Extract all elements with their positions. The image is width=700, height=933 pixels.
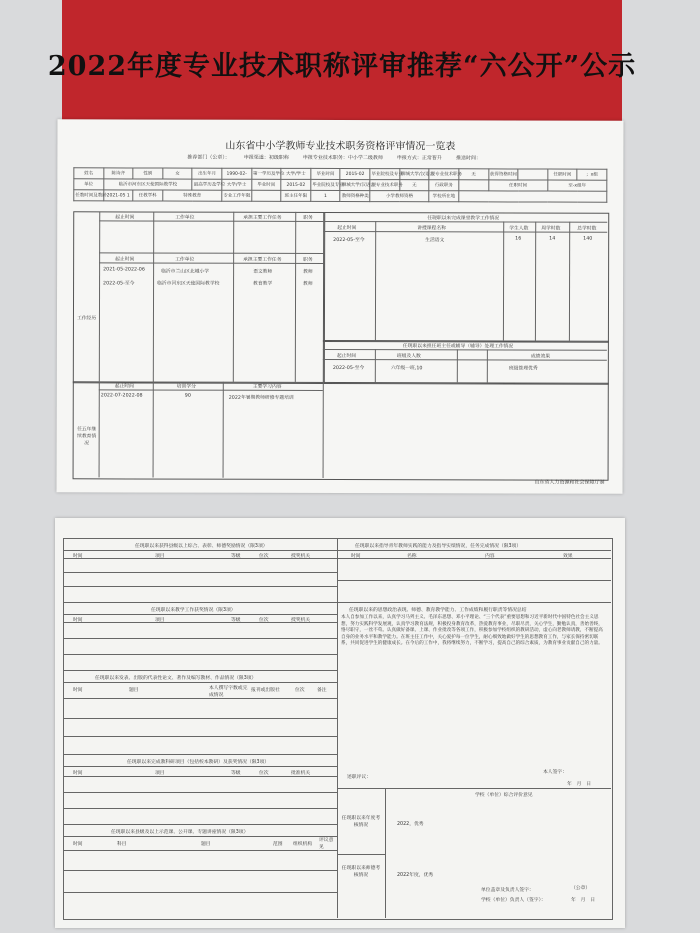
work-history-section [73, 211, 325, 384]
training-cell: 2022-07-2022-08 [100, 393, 143, 399]
awards-header: 授奖机关 [291, 554, 311, 559]
info-cell: 获得资格时间 [488, 169, 518, 180]
research-header: 等级 [231, 771, 241, 776]
lecture-header: 科目 [117, 842, 127, 847]
teaching-cell: 16 [515, 236, 522, 242]
info-cell: 行政职务 [429, 180, 459, 191]
prev-work-header: 承担主要工作任务 [243, 215, 282, 221]
divider [337, 550, 611, 551]
training-header: 起止时间 [114, 384, 134, 390]
info-cell: 2021-05 1 [103, 190, 133, 201]
divider [63, 754, 337, 755]
divider [63, 850, 337, 851]
guidance-title: 任现职以来指导青年教师实践的能力及指导实绩情况，任务完成情况（限3项） [355, 544, 522, 549]
info-cell: 学校所在地 [429, 191, 459, 202]
evaluation-form-back-sheet [55, 518, 625, 928]
divider [63, 892, 337, 893]
info-cell: 小学教师资格 [370, 191, 429, 202]
school-sign-label: 学校（单位）负责人（签字）： [481, 898, 546, 903]
divider [375, 349, 376, 382]
info-cell: 现专业技术职务 [370, 180, 400, 191]
meta-channel: 申报渠道：初级职称 [243, 154, 289, 161]
info-cell: 最高学历及学位 [192, 179, 222, 190]
evaluation-sign: 本人签字： [543, 770, 567, 775]
teach-award-header: 项目 [155, 618, 165, 623]
info-cell: 无 [459, 169, 489, 180]
head-teacher-cell: 六年级一班,10 [390, 366, 423, 372]
title-banner [47, 0, 637, 122]
center-divider [337, 538, 338, 918]
divider [457, 349, 458, 382]
evaluation-title: 任现职以来的思想政治表现、师德、教育教学能力、工作成绩和履行职责等情况总结 [349, 608, 527, 613]
info-cell: 2015-02 [340, 169, 370, 180]
awards-header: 位次 [259, 554, 269, 559]
divider [63, 736, 337, 737]
teaching-header: 起止时间 [337, 225, 357, 232]
prev-work-header: 职务 [303, 215, 313, 221]
training-header: 培训学分 [176, 384, 196, 390]
research-header: 批准机关 [291, 771, 311, 776]
lecture-header: 题目 [201, 842, 211, 847]
divider [63, 638, 337, 639]
prev-work-header: 工作单位 [175, 215, 195, 221]
publication-header: 备注 [317, 688, 327, 693]
divider [63, 572, 337, 573]
work-history-label: 工作经历 [76, 316, 97, 322]
info-cell [518, 169, 548, 180]
work-row-time: 2022-05-至今 [103, 281, 135, 287]
lecture-header: 评议意见 [319, 838, 334, 850]
divider [63, 602, 337, 603]
unit-sign-label: 单位盖章及负责人签字： [481, 888, 534, 893]
teach-award-header: 等级 [231, 618, 241, 623]
divider [63, 808, 337, 809]
info-cell: 2015-02 [281, 179, 311, 190]
publication-header: 报刊或出版社 [251, 688, 280, 693]
teach-award-header: 时间 [73, 618, 83, 623]
personal-info-table [73, 167, 607, 202]
publication-title: 任现职以来发表、出版的代表性论文、著作及编写教材、作品情况（限3项） [95, 676, 257, 681]
awards-header: 等级 [231, 554, 241, 559]
lecture-header: 范围 [273, 842, 283, 847]
work-row-role: 教师 [303, 269, 313, 275]
info-cell: 无 [400, 180, 430, 191]
research-header: 项目 [155, 771, 165, 776]
ethics-assessment-value: 2022年度，优秀 [397, 873, 434, 878]
current-work-header: 职务 [303, 257, 313, 263]
info-cell: 1990-02- [222, 168, 252, 179]
info-cell: 大学/学士 [222, 179, 252, 190]
info-cell: 毕业时间 [251, 179, 281, 190]
assessment-label: 任现职以来年度考核情况 [341, 816, 381, 828]
teaching-header: 讲授课程名称 [417, 226, 447, 232]
teaching-header: 周学时数 [541, 226, 561, 232]
teach-award-header: 位次 [259, 618, 269, 623]
teaching-cell: 生活语文 [425, 238, 445, 244]
sign-date: 年 月 日 [571, 898, 595, 903]
info-cell: 女 [163, 168, 193, 179]
awards-title: 任现职以来获得县级以上综合、表彰、师德奖励情况（限3项） [135, 544, 268, 549]
divider [63, 550, 337, 551]
research-header: 时间 [73, 771, 83, 776]
info-cell: 1 [311, 190, 341, 201]
publication-header: 位次 [295, 688, 305, 693]
form-footer: 山东省人力资源和社会保障厅制 [534, 479, 605, 486]
meta-method: 申报方式：正常晋升 [396, 155, 442, 162]
head-teacher-heading: 任现职以来担任班主任或辅导（辅导）处理工作情况 [402, 344, 514, 350]
divider [63, 870, 337, 871]
teach-award-header: 授奖机关 [291, 618, 311, 623]
info-cell: 至-x组年 [548, 180, 607, 191]
divider [63, 776, 337, 777]
seal-label: （公章） [571, 886, 591, 891]
head-teacher-cell: 2022-05-至今 [332, 365, 365, 372]
divider [487, 349, 488, 382]
publication-header: 题目 [129, 688, 139, 693]
form-meta [187, 154, 481, 162]
info-cell [251, 190, 281, 201]
work-row-unit: 临沂市兰山区北城小学 [161, 269, 210, 275]
info-cell: 出生年月 [192, 168, 222, 179]
divider [337, 602, 611, 603]
divider [337, 558, 611, 559]
divider [385, 788, 386, 918]
info-cell: 现专业技术职务 [429, 169, 459, 180]
form-title: 山东省中小学教师专业技术职务资格评审情况一览表 [225, 140, 456, 153]
current-work-header: 承担主要工作任务 [243, 257, 282, 263]
divider [63, 718, 337, 719]
info-cell: 任教学科 [133, 190, 163, 201]
head-teacher-header: 班级及人数 [396, 354, 421, 360]
info-cell: 大学/学士 [281, 168, 311, 179]
guidance-header: 时间 [351, 554, 361, 559]
evaluation-date: 年 月 日 [567, 782, 591, 787]
current-work-header: 工作单位 [175, 257, 195, 263]
divider [63, 670, 337, 671]
publication-header: 时间 [73, 688, 83, 693]
info-cell: ；x组 [577, 169, 607, 180]
head-teacher-cell: 班级管理优秀 [508, 366, 538, 372]
research-title: 任现职以来完成教科研项目（包括校本教研）及获奖情况（限3项） [127, 760, 270, 765]
head-teacher-header: 起止时间 [336, 353, 357, 360]
divider [63, 766, 337, 767]
info-row [74, 190, 607, 202]
info-cell: 毕业院校及专业 [311, 179, 341, 190]
info-cell: 聊城大学/汉语言 [400, 169, 430, 180]
teaching-heading: 任现职以来完成课堂教学工作情况 [427, 216, 500, 222]
info-cell: 任教时间及教龄 [74, 190, 104, 201]
meta-dept: 推荐部门（公章）： [187, 154, 230, 161]
evaluation-form-sheet [57, 119, 624, 493]
divider [63, 622, 337, 623]
training-cell: 90 [184, 393, 191, 399]
info-cell: 姓名 [74, 168, 104, 179]
info-cell: 教师资格种类 [340, 191, 370, 202]
teaching-header: 总学时数 [577, 226, 597, 232]
lecture-header: 组织机构 [293, 842, 313, 847]
divider [337, 580, 611, 581]
info-cell: 专业工作年限 [222, 190, 252, 201]
guidance-header: 名称 [407, 554, 417, 559]
divider [63, 824, 337, 825]
evaluation-text: 本人自参加工作以来，认真学习马列主义、毛泽东思想、邓小平理论、“三个代表”重要思想和习近平新时代中国特色社会主义思想，努力实践科学发展观，认真学习教育法规，积极投身教育改革，热爱教育事业，尽职尽责，关心学生，勤勉认真，善始善终，恪尽职守，一丝不苟。认真做好备课、上课、作业批改等各项工作，积极参加学校组织的教研活动，虚心向老教师请教，不断提高自身的业务水平和教学能力。在班主任工作中，关心爱护每一位学生，耐心细致地做好学生的思想教育工作，与家长保持密切联系，共同促进学生的健康成长。在今后的工作中，我将继续努力，不断学习，提高自己的综合素质，为教育事业贡献自己的力量。 [341, 615, 603, 646]
info-cell: 单位 [74, 179, 104, 190]
work-row-task: 教育教学 [253, 281, 273, 287]
divider [63, 586, 337, 587]
work-row-role: 教师 [303, 281, 313, 287]
divider [63, 614, 337, 615]
divider [337, 854, 385, 855]
teaching-cell: 2022-05-至今 [333, 237, 365, 244]
lecture-header: 时间 [73, 842, 83, 847]
publication-header: 本人撰写字数或完成情况 [209, 686, 248, 698]
current-work-header: 起止时间 [115, 257, 135, 263]
work-row-unit: 临沂市河东区天使国际教学校 [157, 281, 220, 287]
ethics-assessment-label: 任现职以来师德考核情况 [341, 866, 381, 878]
banner-title: 2022年度专业技术职称评审推荐“六公开”公示 [47, 50, 637, 82]
head-teacher-header: 成绩效果 [530, 354, 551, 360]
info-cell: 性别 [133, 168, 163, 179]
teaching-header: 学生人数 [509, 226, 529, 232]
teaching-cell: 14 [549, 236, 556, 242]
info-cell: 第一学历及学位 [251, 168, 281, 179]
info-cell: 毕业院校及专业 [370, 169, 400, 180]
research-header: 位次 [259, 771, 269, 776]
divider [63, 654, 337, 655]
guidance-header: 效果 [563, 554, 573, 559]
info-cell: 班主任年限 [281, 190, 311, 201]
awards-header: 时间 [73, 554, 83, 559]
awards-header: 项目 [155, 554, 165, 559]
info-cell: 任职时间 [548, 169, 578, 180]
training-header: 主要学习内容 [252, 384, 282, 390]
info-cell: 临沂市河东区天使国际教学校 [103, 179, 192, 190]
info-cell [459, 180, 489, 191]
lecture-title: 任现职以来县级及以上示范课、公开课、专题讲座情况（限3项） [111, 830, 249, 835]
prev-work-header: 起止时间 [115, 215, 135, 221]
assessment-value: 2022，优秀 [397, 822, 424, 827]
info-cell: 毕业时间 [311, 168, 341, 179]
info-cell: 聊城大学/汉语言 [340, 180, 370, 191]
review-label: 述职评议： [347, 775, 371, 780]
info-cell [459, 191, 607, 202]
guidance-header: 内容 [485, 554, 495, 559]
info-cell: 特殊教育 [163, 190, 222, 201]
info-cell: 陈诗齐 [103, 168, 133, 179]
work-row-time: 2021-05-2022-06 [103, 267, 145, 273]
school-opinion-title: 学校（单位）综合评价意见 [475, 793, 533, 798]
divider [63, 792, 337, 793]
meta-time: 推送时间： [455, 155, 481, 162]
divider [337, 788, 611, 789]
training-cell: 2022年暑期教师研修专题培训 [228, 395, 294, 401]
training-label: 任五年继续教育情况 [77, 427, 97, 447]
divider [63, 698, 337, 699]
info-cell: 任职时间 [488, 180, 547, 191]
meta-position: 申报专业技术职务：中小学二级教师 [302, 154, 383, 162]
teach-award-title: 任现职以来教学工作获奖情况（限3项） [151, 608, 236, 613]
divider [63, 682, 337, 683]
divider [63, 836, 337, 837]
work-row-task: 语文教师 [253, 269, 273, 275]
teaching-cell: 140 [583, 236, 593, 242]
